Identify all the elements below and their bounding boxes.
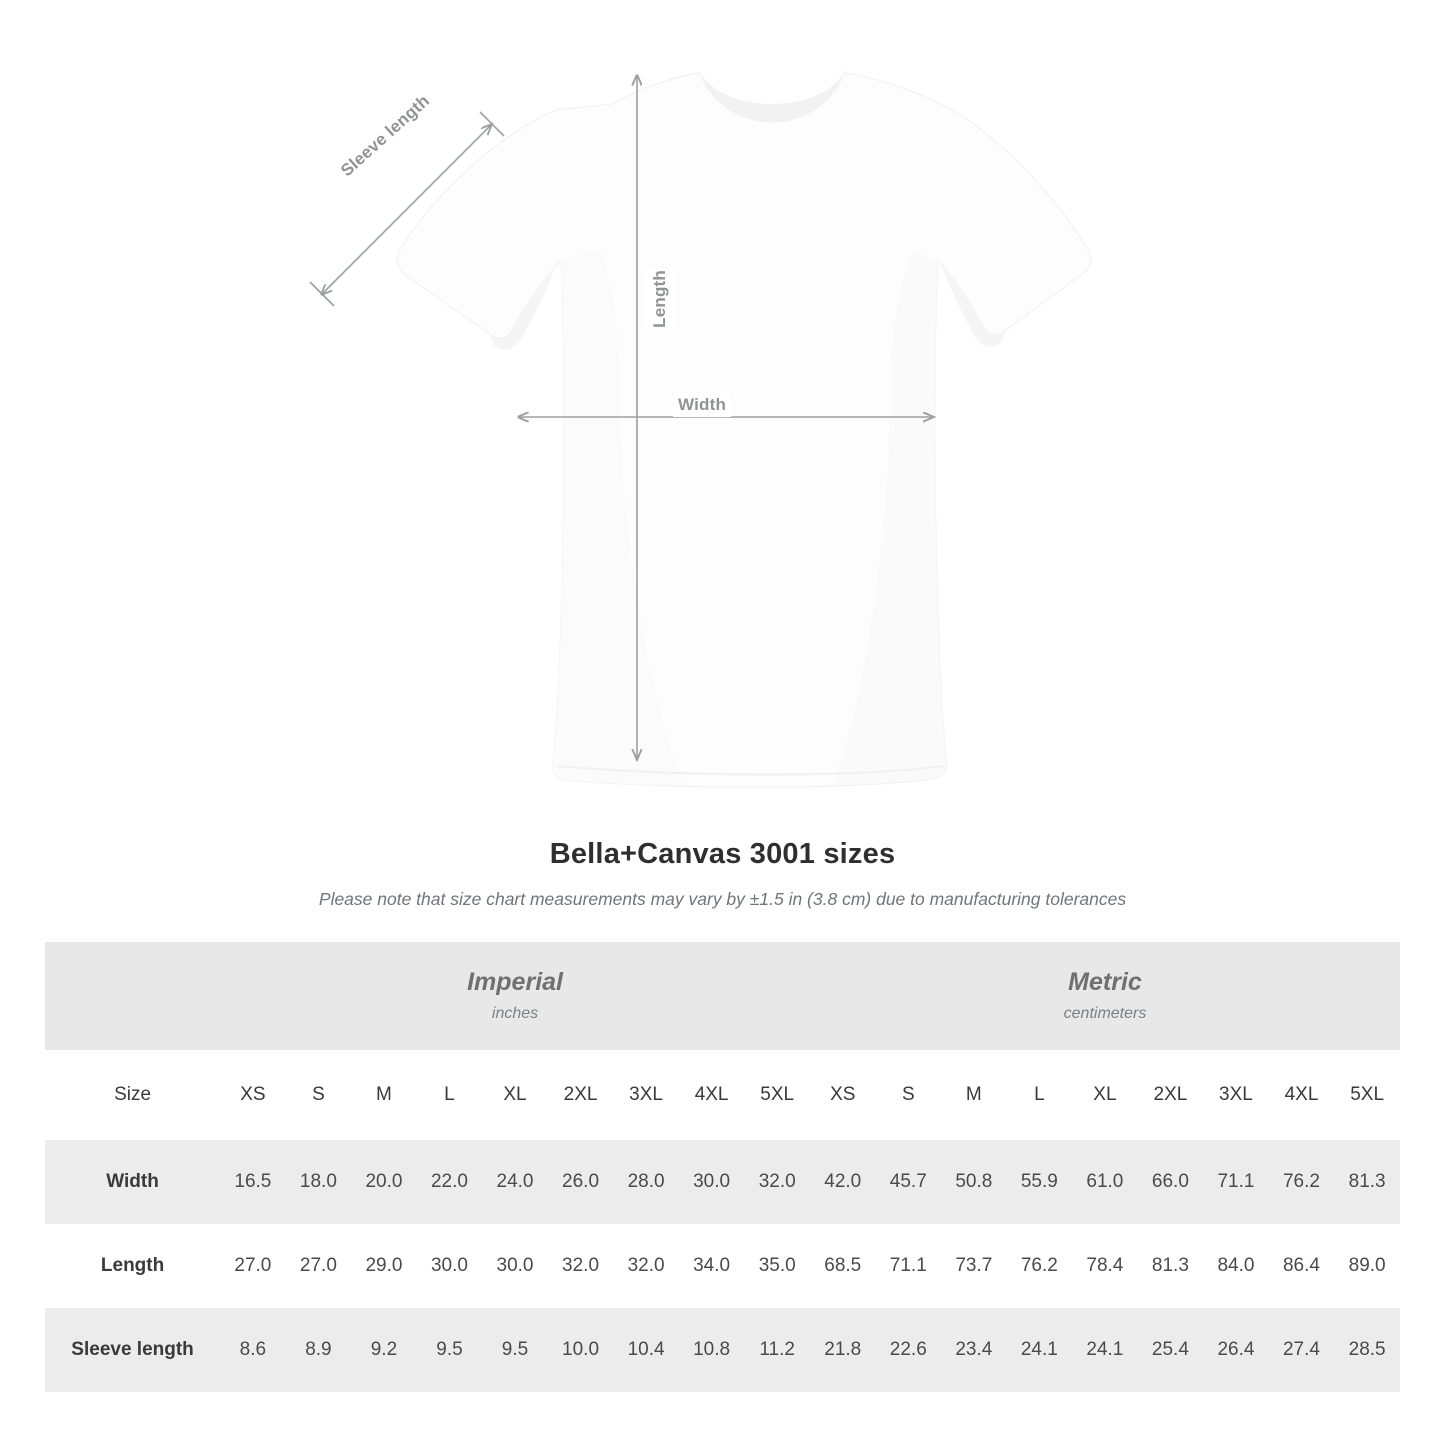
- cell-sleeve-12: 24.1: [1007, 1308, 1073, 1392]
- cell-width-17: 81.3: [1334, 1140, 1400, 1224]
- tshirt-shape: [397, 72, 1091, 787]
- size-col-12: L: [1007, 1050, 1073, 1140]
- cell-width-0: 16.5: [220, 1140, 286, 1224]
- cell-length-12: 76.2: [1007, 1224, 1073, 1308]
- cell-sleeve-10: 22.6: [876, 1308, 942, 1392]
- cell-sleeve-15: 26.4: [1203, 1308, 1269, 1392]
- cell-sleeve-5: 10.0: [548, 1308, 614, 1392]
- cell-sleeve-7: 10.8: [679, 1308, 745, 1392]
- size-col-14: 2XL: [1138, 1050, 1204, 1140]
- sleeve-length-label: Sleeve length: [332, 86, 439, 186]
- cell-sleeve-4: 9.5: [482, 1308, 548, 1392]
- cell-width-5: 26.0: [548, 1140, 614, 1224]
- cell-width-11: 50.8: [941, 1140, 1007, 1224]
- cell-length-13: 78.4: [1072, 1224, 1138, 1308]
- cell-sleeve-2: 9.2: [351, 1308, 417, 1392]
- size-col-0: XS: [220, 1050, 286, 1140]
- cell-sleeve-14: 25.4: [1138, 1308, 1204, 1392]
- cell-sleeve-16: 27.4: [1269, 1308, 1335, 1392]
- cell-sleeve-3: 9.5: [417, 1308, 483, 1392]
- size-col-6: 3XL: [613, 1050, 679, 1140]
- cell-width-4: 24.0: [482, 1140, 548, 1224]
- size-col-11: M: [941, 1050, 1007, 1140]
- size-col-16: 4XL: [1269, 1050, 1335, 1140]
- cell-width-13: 61.0: [1072, 1140, 1138, 1224]
- cell-length-17: 89.0: [1334, 1224, 1400, 1308]
- cell-width-8: 32.0: [744, 1140, 810, 1224]
- size-col-4: XL: [482, 1050, 548, 1140]
- cell-sleeve-1: 8.9: [286, 1308, 352, 1392]
- size-col-7: 4XL: [679, 1050, 745, 1140]
- cell-width-1: 18.0: [286, 1140, 352, 1224]
- cell-length-15: 84.0: [1203, 1224, 1269, 1308]
- cell-sleeve-6: 10.4: [613, 1308, 679, 1392]
- size-col-8: 5XL: [744, 1050, 810, 1140]
- size-table-wrapper: [45, 942, 1400, 1392]
- size-col-9: XS: [810, 1050, 876, 1140]
- row-label-width: Width: [45, 1140, 220, 1224]
- width-label: Width: [673, 393, 731, 417]
- row-label-sleeve-length: Sleeve length: [45, 1308, 220, 1392]
- cell-width-10: 45.7: [876, 1140, 942, 1224]
- size-col-15: 3XL: [1203, 1050, 1269, 1140]
- cell-sleeve-0: 8.6: [220, 1308, 286, 1392]
- cell-width-7: 30.0: [679, 1140, 745, 1224]
- cell-sleeve-17: 28.5: [1334, 1308, 1400, 1392]
- size-col-17: 5XL: [1334, 1050, 1400, 1140]
- cell-length-16: 86.4: [1269, 1224, 1335, 1308]
- table-row: [45, 1308, 1400, 1392]
- size-header-row: [45, 1050, 1400, 1140]
- cell-length-0: 27.0: [220, 1224, 286, 1308]
- cell-length-5: 32.0: [548, 1224, 614, 1308]
- cell-length-3: 30.0: [417, 1224, 483, 1308]
- size-col-13: XL: [1072, 1050, 1138, 1140]
- size-header-label: Size: [45, 1050, 220, 1140]
- unit-group-imperial-name: Imperial: [467, 968, 563, 997]
- cell-width-14: 66.0: [1138, 1140, 1204, 1224]
- cell-width-15: 71.1: [1203, 1140, 1269, 1224]
- cell-width-16: 76.2: [1269, 1140, 1335, 1224]
- title-block: [0, 838, 1445, 910]
- size-col-2: M: [351, 1050, 417, 1140]
- page-title: Bella+Canvas 3001 sizes: [549, 838, 896, 870]
- size-col-3: L: [417, 1050, 483, 1140]
- unit-band-row: [45, 942, 1400, 1050]
- table-row: [45, 1140, 1400, 1224]
- table-row: [45, 1224, 1400, 1308]
- cell-width-3: 22.0: [417, 1140, 483, 1224]
- cell-width-9: 42.0: [810, 1140, 876, 1224]
- size-chart-table: [45, 942, 1400, 1392]
- cell-length-10: 71.1: [876, 1224, 942, 1308]
- cell-width-6: 28.0: [613, 1140, 679, 1224]
- cell-width-12: 55.9: [1007, 1140, 1073, 1224]
- cell-length-14: 81.3: [1138, 1224, 1204, 1308]
- cell-width-2: 20.0: [351, 1140, 417, 1224]
- cell-length-6: 32.0: [613, 1224, 679, 1308]
- size-col-1: S: [286, 1050, 352, 1140]
- cell-length-1: 27.0: [286, 1224, 352, 1308]
- row-label-length: Length: [45, 1224, 220, 1308]
- unit-group-imperial-sub: inches: [491, 1004, 539, 1022]
- unit-group-metric: [810, 942, 1400, 1050]
- cell-sleeve-11: 23.4: [941, 1308, 1007, 1392]
- cell-length-9: 68.5: [810, 1224, 876, 1308]
- cell-length-2: 29.0: [351, 1224, 417, 1308]
- cell-sleeve-13: 24.1: [1072, 1308, 1138, 1392]
- unit-group-metric-sub: centimeters: [1063, 1004, 1147, 1022]
- cell-length-7: 34.0: [679, 1224, 745, 1308]
- cell-sleeve-8: 11.2: [744, 1308, 810, 1392]
- tolerance-note: Please note that size chart measurements may vary by ±1.5 in (3.8 cm) due to manufacturing tolerances: [318, 889, 1127, 909]
- unit-group-metric-name: Metric: [1068, 968, 1142, 997]
- size-col-5: 2XL: [548, 1050, 614, 1140]
- size-col-10: S: [876, 1050, 942, 1140]
- cell-length-11: 73.7: [941, 1224, 1007, 1308]
- unit-band-spacer: [45, 942, 220, 1050]
- length-label: Length: [645, 268, 675, 330]
- cell-length-4: 30.0: [482, 1224, 548, 1308]
- cell-sleeve-9: 21.8: [810, 1308, 876, 1392]
- cell-length-8: 35.0: [744, 1224, 810, 1308]
- unit-group-imperial: [220, 942, 810, 1050]
